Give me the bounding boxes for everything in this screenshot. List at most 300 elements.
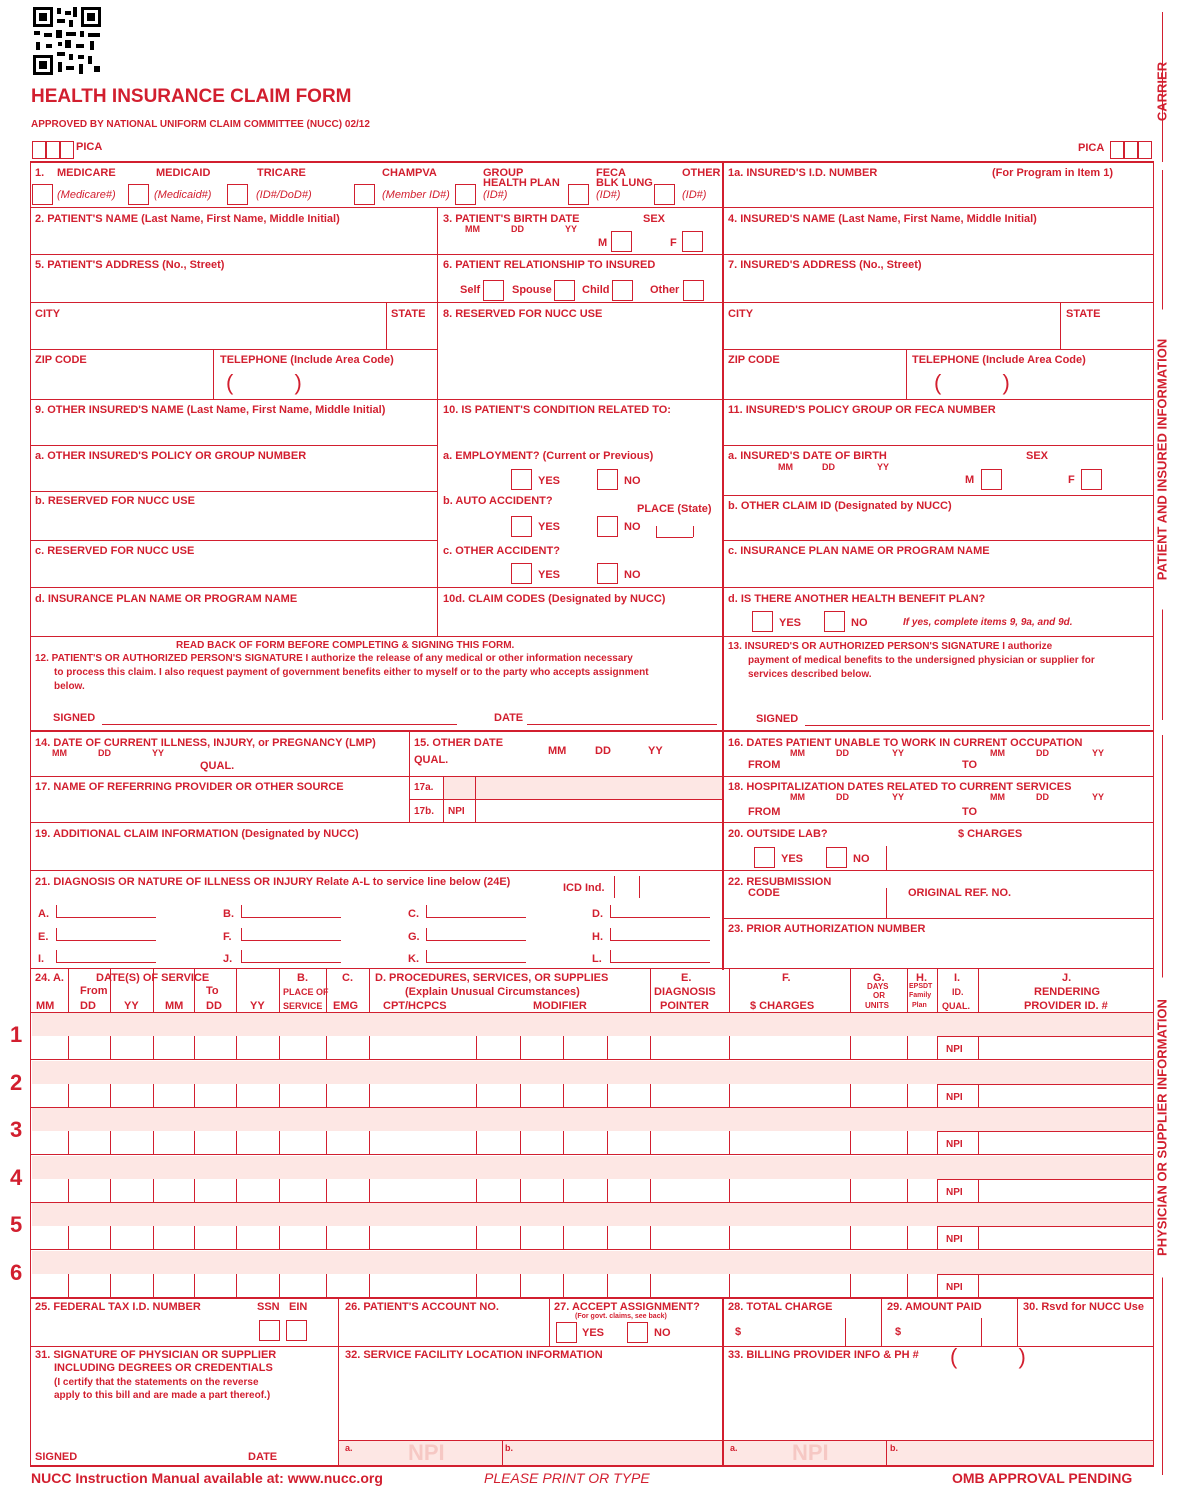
service-line-column-rule [326, 1084, 327, 1107]
diagnosis-field[interactable] [241, 940, 341, 941]
line24-i-id: ID. [952, 987, 964, 997]
birth-yy: YY [565, 224, 578, 234]
medicaid-checkbox[interactable] [128, 184, 149, 205]
program-group-line2: HEALTH PLAN [483, 177, 560, 189]
billing-npi-ghost: NPI [792, 1440, 829, 1465]
service-line-column-rule [68, 1131, 69, 1154]
frame-left [30, 161, 31, 1466]
insured-sex-f-checkbox[interactable] [1081, 469, 1102, 490]
hosp-from: FROM [748, 806, 781, 818]
service-line-column-rule [476, 1036, 477, 1059]
line24-header-column-rule [650, 968, 651, 1012]
feca-checkbox[interactable] [568, 184, 589, 205]
other-date-dd: DD [595, 745, 611, 757]
service-line-column-rule [907, 1179, 908, 1202]
pica-right-label: PICA [1078, 142, 1105, 154]
service-line-column-rule [279, 1179, 280, 1202]
unable-dd-2: DD [1036, 748, 1049, 758]
accept-yes: YES [582, 1327, 605, 1339]
service-line-column-rule [978, 1131, 979, 1154]
line24-i: I. [954, 972, 961, 984]
service-line-number: 6 [10, 1260, 23, 1285]
service-line-column-rule [476, 1131, 477, 1154]
referring-provider-label: 17. NAME OF REFERRING PROVIDER OR OTHER SOURCE [35, 781, 344, 793]
service-line-column-rule [563, 1084, 564, 1107]
another-plan-no-checkbox[interactable] [824, 611, 845, 632]
insured-state-divider [1060, 302, 1061, 349]
line24-a: 24. A. [35, 972, 64, 984]
service-line-column-rule [563, 1131, 564, 1154]
auto-no-checkbox[interactable] [597, 516, 618, 537]
medicare-checkbox[interactable] [32, 184, 53, 205]
service-line-column-rule [607, 1274, 608, 1297]
insured-dob-label: a. INSURED'S DATE OF BIRTH [728, 450, 887, 462]
patient-address-label: 5. PATIENT'S ADDRESS (No., Street) [35, 259, 225, 271]
service-line-column-rule [153, 1179, 154, 1202]
other-accident-label: c. OTHER ACCIDENT? [443, 545, 560, 557]
other-date-label: 15. OTHER DATE [414, 737, 504, 749]
other-accident-no: NO [624, 569, 641, 581]
service-line-column-rule [650, 1274, 651, 1297]
diagnosis-field-tick [426, 950, 427, 962]
line24-g-or: OR [873, 991, 885, 1000]
service-line-column-rule [650, 1226, 651, 1249]
service-line-column-rule [236, 1084, 237, 1107]
insured-area-code[interactable]: ( ) [934, 370, 1010, 395]
service-line-column-rule [153, 1131, 154, 1154]
service-line-column-rule [279, 1036, 280, 1059]
service-line-column-rule [476, 1179, 477, 1202]
diagnosis-field-tick [610, 928, 611, 940]
other-date-mm: MM [548, 745, 567, 757]
service-line-column-rule [326, 1226, 327, 1249]
other-id-label: (ID#) [682, 189, 707, 201]
service-line-shaded-band[interactable] [32, 1108, 1153, 1131]
place-state-line[interactable] [656, 537, 693, 538]
diagnosis-field[interactable] [56, 940, 156, 941]
total-charge-cents-divider [845, 1318, 846, 1346]
accept-assignment-label: 27. ACCEPT ASSIGNMENT? [554, 1301, 700, 1313]
service-line-column-rule [937, 1131, 938, 1154]
line24-dates-label: DATE(S) OF SERVICE [96, 972, 210, 984]
service-line-column-rule [153, 1084, 154, 1107]
diagnosis-label: 21. DIAGNOSIS OR NATURE OF ILLNESS OR INJURY Relate A-L to service line below (24E) [35, 876, 511, 888]
patient-state-divider [386, 302, 387, 349]
service-line-column-rule [907, 1274, 908, 1297]
diagnosis-field[interactable] [610, 940, 710, 941]
diagnosis-letter: L. [592, 953, 602, 965]
accept-no-checkbox[interactable] [627, 1322, 648, 1343]
unable-mm-1: MM [790, 748, 805, 758]
service-line-column-rule [476, 1226, 477, 1249]
program-tricare: TRICARE [257, 167, 306, 179]
service-line-column-rule [110, 1084, 111, 1107]
patient-city-label: CITY [35, 308, 61, 320]
outside-lab-yes: YES [781, 853, 804, 865]
line24-header-column-rule [850, 968, 851, 1012]
service-line-mid-rule [937, 1036, 1154, 1037]
insured-dob-dd: DD [822, 462, 835, 472]
pica-left-box-2[interactable] [46, 141, 60, 159]
employment-label: a. EMPLOYMENT? (Current or Previous) [443, 450, 654, 462]
other-program-checkbox[interactable] [654, 184, 675, 205]
footer-print-note: PLEASE PRINT OR TYPE [484, 1470, 650, 1486]
birth-sex-m: M [598, 237, 608, 249]
box15-divider [409, 730, 410, 776]
outside-lab-label: 20. OUTSIDE LAB? [728, 828, 828, 840]
service-line-column-rule [369, 1131, 370, 1154]
line24-header-column-rule [153, 968, 154, 1012]
box29-divider [881, 1298, 882, 1346]
service-line-shaded-band[interactable] [32, 1203, 1153, 1226]
champva-checkbox[interactable] [354, 184, 375, 205]
row22-bottom [722, 918, 1154, 919]
service-line-npi: NPI [946, 1091, 963, 1103]
service-line-column-rule [850, 1226, 851, 1249]
physician-date: DATE [248, 1451, 278, 1463]
insurance-plan-11c-label: c. INSURANCE PLAN NAME OR PROGRAM NAME [728, 545, 990, 557]
billing-a-label: a. [730, 1443, 738, 1453]
service-line-shaded-band[interactable] [32, 1251, 1153, 1274]
diagnosis-field-tick [241, 950, 242, 962]
service-line-mid-rule [937, 1131, 1154, 1132]
another-plan-label: d. IS THERE ANOTHER HEALTH BENEFIT PLAN? [728, 593, 986, 605]
unable-yy-1: YY [892, 748, 905, 758]
billing-npi-top [722, 1440, 1154, 1441]
service-line-column-rule [729, 1274, 730, 1297]
other-claim-id-label: b. OTHER CLAIM ID (Designated by NUCC) [728, 500, 952, 512]
insured-dob-mm: MM [778, 462, 793, 472]
place-state-label: PLACE (State) [637, 503, 712, 515]
service-line-column-rule [563, 1036, 564, 1059]
service-line-mid-rule [937, 1226, 1154, 1227]
service-line-column-rule [850, 1036, 851, 1059]
pica-right-box-3[interactable] [1138, 141, 1152, 159]
reserved-9b-label: b. RESERVED FOR NUCC USE [35, 495, 195, 507]
service-line-column-rule [326, 1179, 327, 1202]
row10-bottom [30, 636, 1154, 637]
service-line-column-rule [68, 1179, 69, 1202]
service-line-column-rule [729, 1131, 730, 1154]
line24-from: From [80, 985, 108, 997]
service-line-column-rule [729, 1226, 730, 1249]
service-line-column-rule [369, 1274, 370, 1297]
program-medicaid: MEDICAID [156, 167, 211, 179]
service-line-npi: NPI [946, 1186, 963, 1198]
diagnosis-field-tick [426, 928, 427, 940]
service-line-column-rule [279, 1131, 280, 1154]
service-line-column-rule [650, 1084, 651, 1107]
diagnosis-field[interactable] [241, 917, 341, 918]
tricare-id-label: (ID#/DoD#) [256, 189, 312, 201]
signed-12-line[interactable] [102, 724, 457, 725]
current-illness-label: 14. DATE OF CURRENT ILLNESS, INJURY, or PREGNANCY (LMP) [35, 737, 376, 749]
line24-g: G. [873, 972, 885, 984]
reserved-9c-label: c. RESERVED FOR NUCC USE [35, 545, 195, 557]
line24-c-emg: EMG [333, 1000, 359, 1012]
service-line-column-rule [978, 1179, 979, 1202]
pica-left-box-3[interactable] [60, 141, 74, 159]
pica-left-box-1[interactable] [32, 141, 46, 159]
diagnosis-letter: J. [223, 953, 233, 965]
diagnosis-letter: C. [408, 908, 419, 920]
insured-zip-label: ZIP CODE [728, 354, 780, 366]
rel-spouse-checkbox[interactable] [554, 280, 575, 301]
tricare-checkbox[interactable] [227, 184, 248, 205]
service-line-column-rule [369, 1226, 370, 1249]
rel-child-checkbox[interactable] [612, 280, 633, 301]
other-accident-yes-checkbox[interactable] [511, 563, 532, 584]
accept-no: NO [654, 1327, 671, 1339]
auto-accident-label: b. AUTO ACCIDENT? [443, 495, 553, 507]
insured-dob-yy: YY [877, 462, 890, 472]
line24-h-family: Family [909, 992, 932, 999]
resubmission-code-label: CODE [748, 887, 780, 899]
service-facility-label: 32. SERVICE FACILITY LOCATION INFORMATION [345, 1349, 603, 1361]
feca-id-label: (ID#) [596, 189, 621, 201]
unable-to: TO [962, 759, 978, 771]
diagnosis-field[interactable] [610, 917, 710, 918]
service-line-column-rule [326, 1131, 327, 1154]
ssn-checkbox[interactable] [259, 1320, 280, 1341]
diagnosis-field[interactable] [426, 917, 526, 918]
hosp-yy-1: YY [892, 792, 905, 802]
service-line-npi: NPI [946, 1044, 963, 1055]
ssn-label: SSN [257, 1301, 280, 1313]
insured-sex-m-checkbox[interactable] [981, 469, 1002, 490]
rel-other: Other [650, 284, 680, 296]
service-line-column-rule [279, 1274, 280, 1297]
other-date-yy: YY [648, 745, 663, 757]
insured-name-label: 4. INSURED'S NAME (Last Name, First Name, Middle Initial) [728, 213, 1037, 225]
relationship-label: 6. PATIENT RELATIONSHIP TO INSURED [443, 259, 656, 271]
line24-yy-2: YY [250, 1000, 265, 1012]
line24-header-column-rule [194, 968, 195, 1012]
physician-signed: SIGNED [35, 1451, 78, 1463]
diagnosis-field[interactable] [610, 962, 710, 963]
service-line-column-rule [607, 1131, 608, 1154]
other-insured-name-label: 9. OTHER INSURED'S NAME (Last Name, First Name, Middle Initial) [35, 404, 386, 416]
service-line-shaded-band[interactable] [32, 1061, 1153, 1084]
program-feca: FECA [596, 167, 626, 179]
program-note: (For Program in Item 1) [992, 167, 1114, 179]
hosp-mm-1: MM [790, 792, 805, 802]
medicare-id-label: (Medicare#) [57, 189, 116, 201]
service-line-column-rule [326, 1274, 327, 1297]
diagnosis-field[interactable] [426, 962, 526, 963]
row6-bottom-right [722, 445, 1154, 446]
insured-city-label: CITY [728, 308, 754, 320]
box17a-shaded-field[interactable] [444, 777, 722, 799]
row9-bottom-right [722, 587, 1154, 588]
auto-yes: YES [538, 521, 561, 533]
service-line-shaded-band[interactable] [32, 1156, 1153, 1179]
illness-dd: DD [98, 748, 111, 758]
outside-lab-no-checkbox[interactable] [826, 847, 847, 868]
service-line-number: 5 [10, 1212, 23, 1238]
other-accident-no-checkbox[interactable] [597, 563, 618, 584]
rel-other-checkbox[interactable] [683, 280, 704, 301]
employment-no-checkbox[interactable] [597, 469, 618, 490]
rel-self-checkbox[interactable] [483, 280, 504, 301]
outside-lab-yes-checkbox[interactable] [754, 847, 775, 868]
birth-mm: MM [465, 224, 480, 234]
patient-name-label: 2. PATIENT'S NAME (Last Name, First Name, Middle Initial) [35, 213, 340, 225]
total-charge-label: 28. TOTAL CHARGE [728, 1301, 833, 1313]
billing-area-code[interactable]: ( ) [950, 1344, 1026, 1369]
ein-checkbox[interactable] [286, 1320, 307, 1341]
signed-12-label: SIGNED [53, 712, 96, 724]
line24-b: B. [297, 972, 308, 984]
charges-20-divider [886, 846, 887, 870]
line24-g-units: UNITS [865, 1001, 889, 1010]
box30-divider [1017, 1298, 1018, 1346]
insured-sex-label: SEX [1026, 450, 1049, 462]
service-line-column-rule [520, 1131, 521, 1154]
patient-sex-m-checkbox[interactable] [611, 231, 632, 252]
diagnosis-field[interactable] [426, 940, 526, 941]
service-line-column-rule [729, 1084, 730, 1107]
service-line-number: 3 [10, 1117, 23, 1143]
hosp-mm-2: MM [990, 792, 1005, 802]
diagnosis-field-tick [56, 928, 57, 940]
service-line-column-rule [607, 1226, 608, 1249]
accept-yes-checkbox[interactable] [556, 1322, 577, 1343]
diagnosis-field[interactable] [56, 962, 156, 963]
service-line-column-rule [236, 1179, 237, 1202]
center-column-divider [437, 207, 438, 637]
resubmission-label: 22. RESUBMISSION [728, 876, 832, 888]
side-label-patient: PATIENT AND INSURED INFORMATION [1155, 310, 1170, 610]
row2-bottom [30, 254, 1154, 255]
program-group: GROUP [483, 167, 524, 179]
section-divider-patient-physician [30, 730, 1154, 732]
service-line-shaded-band[interactable] [32, 1013, 1153, 1036]
resubmission-divider [886, 888, 887, 918]
diagnosis-field-tick [241, 928, 242, 940]
service-line-column-rule [110, 1274, 111, 1297]
signed-13-line[interactable] [805, 725, 1150, 726]
billing-other-id-field[interactable] [887, 1440, 1153, 1465]
service-line-column-rule [729, 1179, 730, 1202]
signature-12-line2: to process this claim. I also request payment of government benefits either to myself or to the party who accepts assignment [54, 667, 649, 678]
qr-code [32, 6, 102, 76]
line24-h-plan: Plan [912, 1002, 927, 1009]
physician-certify-line2: apply to this bill and are made a part thereof.) [54, 1390, 271, 1401]
line24-yy-1: YY [124, 1000, 139, 1012]
original-ref-label: ORIGINAL REF. NO. [908, 887, 1012, 899]
group-plan-checkbox[interactable] [455, 184, 476, 205]
box17b-npi: NPI [448, 806, 465, 817]
service-line-column-rule [607, 1036, 608, 1059]
claim-codes-label: 10d. CLAIM CODES (Designated by NUCC) [443, 593, 666, 605]
line24-header-column-rule [326, 968, 327, 1012]
service-line-column-rule [978, 1226, 979, 1249]
billing-provider-label: 33. BILLING PROVIDER INFO & PH # [728, 1349, 919, 1361]
billing-npi-divider [886, 1440, 887, 1465]
signed-13-label: SIGNED [756, 713, 799, 725]
insured-sex-f: F [1068, 474, 1075, 486]
hosp-to: TO [962, 806, 978, 818]
item1-number: 1. [35, 167, 45, 179]
insured-state-label: STATE [1066, 308, 1101, 320]
unable-mm-2: MM [990, 748, 1005, 758]
footer-manual-link[interactable]: NUCC Instruction Manual available at: www.nucc.org [31, 1470, 383, 1486]
service-line-column-rule [110, 1036, 111, 1059]
signature-12-line1: 12. PATIENT'S OR AUTHORIZED PERSON'S SIGNATURE I authorize the release of any medical or other information necessary [35, 653, 633, 664]
diagnosis-letter: D. [592, 908, 603, 920]
diagnosis-field[interactable] [56, 917, 156, 918]
service-line-column-rule [236, 1226, 237, 1249]
date-12-line[interactable] [527, 724, 717, 725]
program-feca-line2: BLK LUNG [596, 177, 653, 189]
physician-column-divider [722, 730, 724, 970]
diagnosis-field-tick [610, 905, 611, 917]
diagnosis-field[interactable] [241, 962, 341, 963]
patient-area-code[interactable]: ( ) [226, 370, 302, 395]
service-line-number: 1 [10, 1022, 23, 1047]
service-line-npi: NPI [946, 1282, 963, 1293]
frame-right [1153, 161, 1154, 1466]
service-line-column-rule [279, 1084, 280, 1107]
service-line-mid-rule [937, 1274, 1154, 1275]
service-line-column-rule [607, 1179, 608, 1202]
program-champva: CHAMPVA [382, 167, 437, 179]
patient-sex-f-checkbox[interactable] [682, 231, 703, 252]
read-back-note: READ BACK OF FORM BEFORE COMPLETING & SIGNING THIS FORM. [176, 640, 515, 651]
service-line-column-rule [607, 1084, 608, 1107]
line24-i-qual: QUAL. [942, 1001, 970, 1011]
pica-right-box-1[interactable] [1110, 141, 1124, 159]
service-line-column-rule [907, 1131, 908, 1154]
service-line-column-rule [563, 1274, 564, 1297]
diagnosis-field-tick [426, 905, 427, 917]
service-line-column-rule [907, 1036, 908, 1059]
another-plan-yes-checkbox[interactable] [752, 611, 773, 632]
birth-sex-f: F [670, 237, 677, 249]
rel-child: Child [582, 284, 610, 296]
service-line-column-rule [729, 1036, 730, 1059]
pica-right-box-2[interactable] [1124, 141, 1138, 159]
line24-to: To [206, 985, 219, 997]
physician-signature-label: 31. SIGNATURE OF PHYSICIAN OR SUPPLIER [35, 1349, 277, 1361]
row8-bottom-right [722, 540, 1154, 541]
line24-j-rendering: RENDERING [1034, 986, 1101, 998]
diagnosis-letter: H. [592, 931, 603, 943]
auto-yes-checkbox[interactable] [511, 516, 532, 537]
box17b-label: 17b. [414, 806, 435, 817]
service-line-column-rule [279, 1226, 280, 1249]
diagnosis-field-tick [241, 905, 242, 917]
account-no-label: 26. PATIENT'S ACCOUNT NO. [345, 1301, 499, 1313]
line24-dd-1: DD [80, 1000, 96, 1012]
form-title: HEALTH INSURANCE CLAIM FORM [31, 86, 352, 107]
another-plan-yes: YES [779, 617, 802, 629]
pica-left-label: PICA [76, 141, 103, 153]
line24-d-modifier: MODIFIER [533, 1000, 587, 1012]
employment-yes-checkbox[interactable] [511, 469, 532, 490]
row19-bottom [30, 870, 1154, 871]
service-line-column-rule [326, 1036, 327, 1059]
line24-bottom [30, 1298, 1154, 1299]
program-other: OTHER [682, 167, 721, 179]
facility-a-label: a. [345, 1443, 353, 1453]
service-line-column-rule [110, 1226, 111, 1249]
row5-bottom [30, 399, 1154, 400]
line24-header-column-rule [978, 968, 979, 1012]
facility-other-id-field[interactable] [503, 1440, 722, 1465]
patient-tel-divider [213, 349, 214, 399]
